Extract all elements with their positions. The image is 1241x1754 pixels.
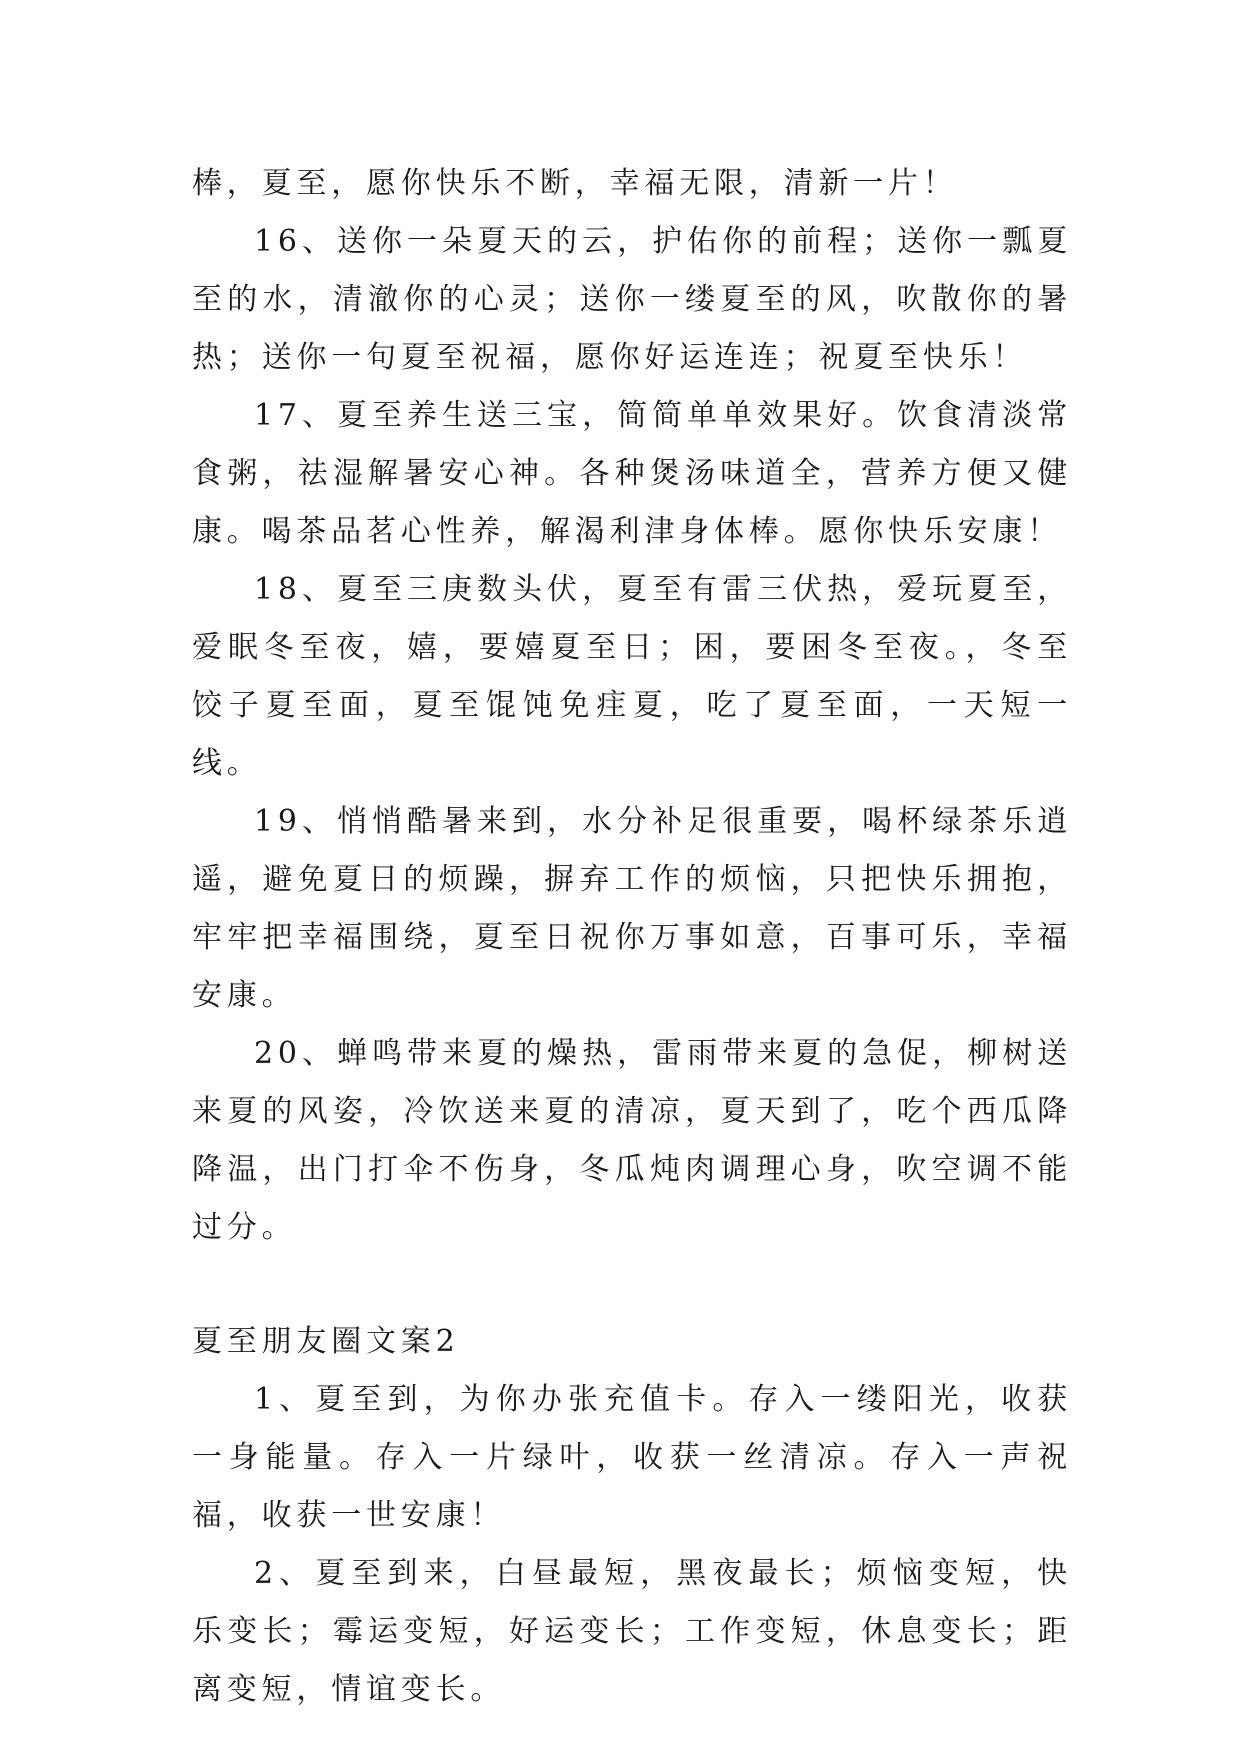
paragraph-item-19: 19、悄悄酷暑来到，水分补足很重要，喝杯绿茶乐逍遥，避免夏日的烦躁，摒弃工作的烦恼，只把快乐拥抱，牢牢把幸福围绕，夏至日祝你万事如意，百事可乐，幸福安康。	[192, 804, 1072, 1013]
document-body	[192, 155, 1072, 1719]
paragraph-item-17: 17、夏至养生送三宝，简简单单效果好。饮食清淡常食粥，祛湿解暑安心神。各种煲汤味道全，营养方便又健康。喝茶品茗心性养，解渴利津身体棒。愿你快乐安康！	[192, 398, 1072, 549]
paragraph-continuation: 棒，夏至，愿你快乐不断，幸福无限，清新一片！	[192, 166, 958, 201]
paragraph-item-20: 20、蝉鸣带来夏的燥热，雷雨带来夏的急促，柳树送来夏的风姿，冷饮送来夏的清凉，夏天到了，吃个西瓜降降温，出门打伞不伤身，冬瓜炖肉调理心身，吹空调不能过分。	[192, 1036, 1072, 1245]
paragraph-item-2: 2、夏至到来，白昼最短，黑夜最长；烦恼变短，快乐变长；霉运变短，好运变长；工作变短，休息变长；距离变短，情谊变长。	[192, 1556, 1072, 1707]
section-heading: 夏至朋友圈文案2	[192, 1324, 460, 1359]
paragraph-item-16: 16、送你一朵夏天的云，护佑你的前程；送你一瓢夏至的水，清澈你的心灵；送你一缕夏至的风，吹散你的暑热；送你一句夏至祝福，愿你好运连连；祝夏至快乐！	[192, 224, 1072, 375]
paragraph-item-18: 18、夏至三庚数头伏，夏至有雷三伏热，爱玩夏至，爱眠冬至夜，嬉，要嬉夏至日；困，要困冬至夜。，冬至饺子夏至面，夏至馄饨免疰夏，吃了夏至面，一天短一线。	[192, 572, 1072, 781]
paragraph-item-1: 1、夏至到，为你办张充值卡。存入一缕阳光，收获一身能量。存入一片绿叶，收获一丝清凉。存入一声祝福，收获一世安康！	[192, 1382, 1072, 1533]
